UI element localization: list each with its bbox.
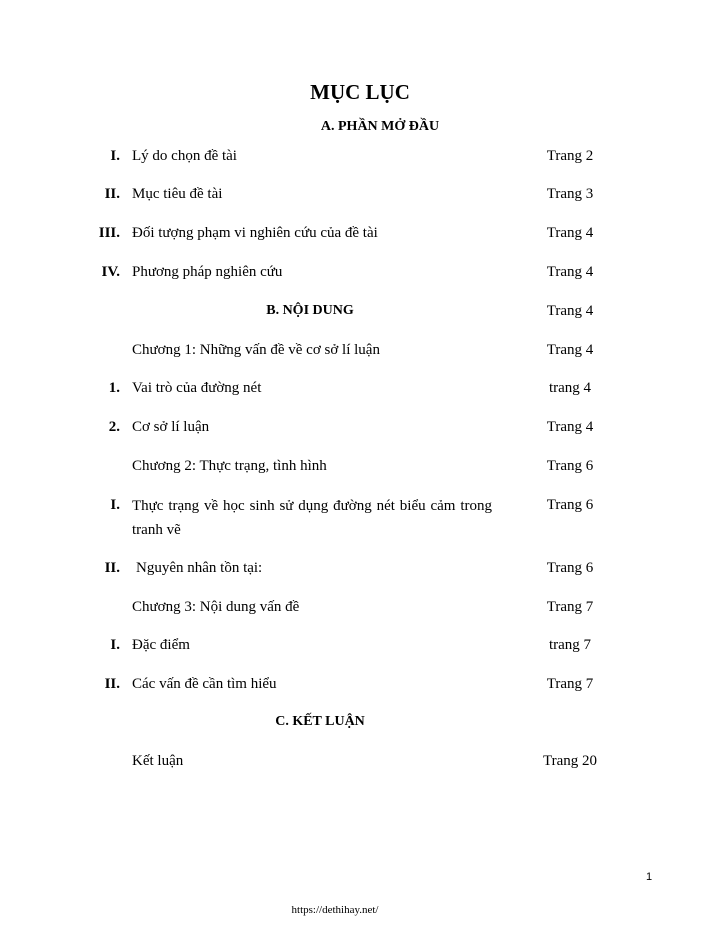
toc-entry: Lý do chọn đề tài (132, 148, 237, 164)
toc-entry: Đặc điểm (132, 637, 190, 653)
toc-page: Trang 7 (546, 676, 594, 692)
toc-page: Trang 20 (542, 753, 598, 769)
toc-number: II. (104, 186, 120, 202)
page-number: 1 (646, 871, 653, 883)
toc-entry: Kết luận (132, 753, 184, 769)
toc-page: Trang 4 (546, 342, 594, 358)
toc-number: 1. (108, 380, 120, 396)
toc-entry: Các vấn đề cần tìm hiểu (132, 676, 277, 692)
toc-page: trang 7 (548, 637, 592, 653)
section-heading-b: B. NỘI DUNG (266, 303, 354, 318)
toc-page: Trang 4 (546, 419, 594, 435)
toc-entry: Đối tượng phạm vi nghiên cứu của đề tài (132, 225, 378, 241)
toc-page: Trang 3 (546, 186, 594, 202)
toc-number: IV. (101, 264, 120, 280)
toc-page: Trang 2 (546, 148, 594, 164)
toc-entry: Chương 3: Nội dung vấn đề (132, 599, 300, 615)
toc-entry: Chương 2: Thực trạng, tình hình (132, 458, 327, 474)
toc-page: Trang 6 (546, 497, 594, 513)
toc-entry: Nguyên nhân tồn tại: (136, 560, 263, 576)
toc-number: I. (110, 637, 120, 653)
section-heading-c: C. KẾT LUẬN (275, 714, 365, 729)
toc-number: I. (110, 497, 120, 513)
toc-number: II. (104, 676, 120, 692)
toc-number: III. (98, 225, 120, 241)
toc-number: II. (104, 560, 120, 576)
toc-entry: Phương pháp nghiên cứu (132, 264, 283, 280)
toc-number: 2. (108, 419, 120, 435)
toc-entry: Thực trạng về học sinh sử dụng đường nét biểu cảm trong tranh vẽ (132, 498, 492, 538)
toc-row (0, 494, 720, 544)
toc-page: Trang 7 (546, 599, 594, 615)
toc-page: trang 4 (548, 380, 592, 396)
page-title: MỤC LỤC (310, 80, 410, 104)
toc-page: Trang 6 (546, 458, 594, 474)
footer-url: https://dethihay.net/ (291, 904, 379, 916)
toc-number: I. (110, 148, 120, 164)
toc-page: Trang 4 (546, 264, 594, 280)
toc-entry: Mục tiêu đề tài (132, 186, 223, 202)
toc-entry: Cơ sở lí luận (132, 419, 210, 435)
toc-entry: Vai trò của đường nét (132, 380, 262, 396)
toc-entry: Chương 1: Những vấn đề về cơ sở lí luận (132, 342, 380, 358)
toc-page: Trang 6 (546, 560, 594, 576)
toc-page: Trang 4 (546, 303, 594, 319)
section-heading-a: A. PHẦN MỞ ĐẦU (320, 119, 440, 134)
toc-page: Trang 4 (546, 225, 594, 241)
